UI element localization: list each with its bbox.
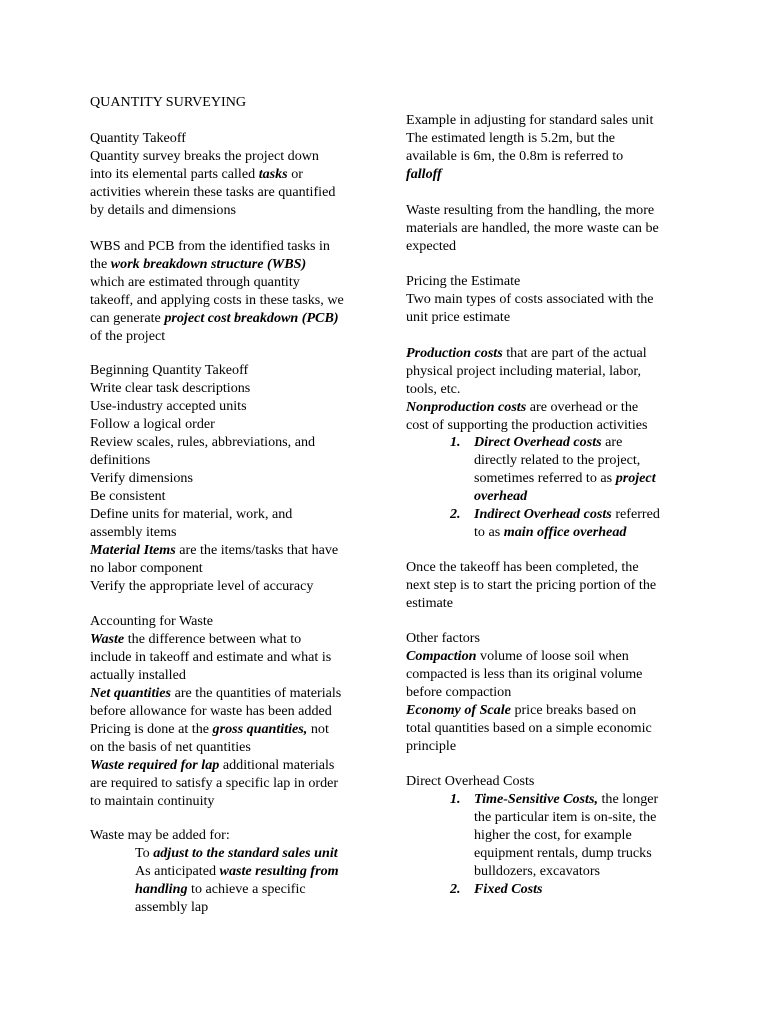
paragraph-line: Two main types of costs associated with the: [406, 291, 654, 307]
list-item: Be consistent: [90, 488, 166, 504]
paragraph-line: to maintain continuity: [90, 793, 215, 809]
section-heading-beginning-takeoff: Beginning Quantity Takeoff: [90, 362, 249, 378]
emphasis-term: Compaction: [406, 648, 477, 664]
paragraph-line: Waste resulting from the handling, the more: [406, 202, 655, 218]
paragraph-line: the work breakdown structure (WBS): [90, 256, 307, 272]
emphasis-term: Production costs: [406, 345, 503, 361]
indented-line: handling to achieve a specific: [135, 881, 306, 897]
emphasis-term: adjust to the standard sales unit: [153, 845, 338, 861]
emphasis-term: waste resulting from: [219, 863, 339, 879]
paragraph-line: no labor component: [90, 560, 203, 576]
paragraph-line: Production costs that are part of the actual: [406, 345, 647, 361]
list-item: Review scales, rules, abbreviations, and: [90, 434, 316, 450]
emphasis-term: Net quantities: [90, 685, 172, 701]
emphasis-term: project: [615, 470, 656, 486]
list-item: Indirect Overhead costs referred: [474, 506, 660, 522]
emphasis-term: Material Items: [90, 542, 176, 558]
paragraph-line: Pricing is done at the gross quantities, not: [90, 721, 329, 737]
paragraph-line: into its elemental parts called tasks or: [90, 166, 303, 182]
list-item-continued: directly related to the project,: [474, 452, 641, 468]
paragraph-line: Material Items are the items/tasks that have: [90, 542, 339, 558]
emphasis-term: Fixed Costs: [474, 881, 543, 897]
paragraph-line: before allowance for waste has been added: [90, 703, 332, 719]
emphasis-term: Nonproduction costs: [406, 399, 527, 415]
list-number: 2.: [450, 881, 461, 897]
paragraph-line: Quantity survey breaks the project down: [90, 148, 319, 164]
emphasis-term: Economy of Scale: [406, 702, 511, 718]
list-item: Write clear task descriptions: [90, 380, 251, 396]
emphasis-term: main office overhead: [503, 524, 627, 540]
paragraph-line: Waste the difference between what to: [90, 631, 302, 647]
list-item-continued: the particular item is on-site, the: [474, 809, 657, 825]
section-heading-pricing: Pricing the Estimate: [406, 273, 521, 289]
list-item-continued: bulldozers, excavators: [474, 863, 601, 879]
paragraph-line: materials are handled, the more waste can be: [406, 220, 659, 236]
list-item-continued: higher the cost, for example: [474, 827, 632, 843]
paragraph-line: Net quantities are the quantities of materials: [90, 685, 342, 701]
emphasis-term: project cost breakdown (PCB): [164, 310, 339, 326]
list-item: Time-Sensitive Costs, the longer: [474, 791, 659, 807]
list-item: definitions: [90, 452, 151, 468]
list-item: Follow a logical order: [90, 416, 215, 432]
paragraph-line: available is 6m, the 0.8m is referred to: [406, 148, 624, 164]
list-number: 1.: [450, 791, 461, 807]
paragraph-line: cost of supporting the production activities: [406, 417, 648, 433]
section-heading-quantity-takeoff: Quantity Takeoff: [90, 130, 186, 146]
list-item: Verify the appropriate level of accuracy: [90, 578, 314, 594]
list-number: 2.: [450, 506, 461, 522]
emphasis-term: Time-Sensitive Costs,: [474, 791, 598, 807]
list-item-continued: to as main office overhead: [474, 524, 627, 540]
paragraph-line: include in takeoff and estimate and what is: [90, 649, 332, 665]
section-heading-direct-overhead: Direct Overhead Costs: [406, 773, 535, 789]
list-item-continued: equipment rentals, dump trucks: [474, 845, 652, 861]
paragraph-line: of the project: [90, 328, 166, 344]
emphasis-term: work breakdown structure (WBS): [110, 256, 307, 272]
list-item: Define units for material, work, and: [90, 506, 293, 522]
list-number: 1.: [450, 434, 461, 450]
paragraph-line: are required to satisfy a specific lap in order: [90, 775, 339, 791]
paragraph-line: actually installed: [90, 667, 186, 683]
paragraph-line: estimate: [406, 595, 453, 611]
indented-line: assembly lap: [135, 899, 209, 915]
paragraph-line: can generate project cost breakdown (PCB): [90, 310, 339, 326]
list-item: [474, 881, 543, 899]
section-heading-waste-added: Waste may be added for:: [90, 827, 230, 843]
paragraph-line: next step is to start the pricing portion of the: [406, 577, 657, 593]
paragraph-line: Once the takeoff has been completed, the: [406, 559, 639, 575]
paragraph-line: which are estimated through quantity: [90, 274, 300, 290]
paragraph-line: Example in adjusting for standard sales unit: [406, 112, 654, 128]
document-title: QUANTITY SURVEYING: [90, 94, 247, 110]
paragraph-line: Nonproduction costs are overhead or the: [406, 399, 639, 415]
paragraph-line: compacted is less than its original volume: [406, 666, 643, 682]
paragraph-line: total quantities based on a simple economic: [406, 720, 652, 736]
paragraph-line: unit price estimate: [406, 309, 511, 325]
paragraph-line: principle: [406, 738, 457, 754]
paragraph-line: by details and dimensions: [90, 202, 237, 218]
emphasis-term: handling: [135, 881, 188, 897]
paragraph-line: Waste required for lap additional materials: [90, 757, 335, 773]
paragraph-line: takeoff, and applying costs in these tasks, we: [90, 292, 344, 308]
paragraph-line: The estimated length is 5.2m, but the: [406, 130, 616, 146]
emphasis-term: falloff: [406, 166, 442, 182]
indented-line: As anticipated waste resulting from: [135, 863, 339, 879]
paragraph-line: Compaction volume of loose soil when: [406, 648, 629, 664]
section-heading-other-factors: Other factors: [406, 630, 480, 646]
paragraph-line: activities wherein these tasks are quantified: [90, 184, 336, 200]
list-item-continued: sometimes referred to as project: [474, 470, 656, 486]
list-item: Use-industry accepted units: [90, 398, 247, 414]
paragraph-line: tools, etc.: [406, 381, 461, 397]
section-heading-waste: Accounting for Waste: [90, 613, 214, 629]
paragraph-line: before compaction: [406, 684, 512, 700]
paragraph-line: WBS and PCB from the identified tasks in: [90, 238, 330, 254]
emphasis-term: Waste: [90, 631, 125, 647]
paragraph-line: Economy of Scale price breaks based on: [406, 702, 637, 718]
emphasis-term: Waste required for lap: [90, 757, 220, 773]
emphasis-term: overhead: [474, 488, 528, 504]
paragraph-line: on the basis of net quantities: [90, 739, 251, 755]
paragraph-line: expected: [406, 238, 457, 254]
emphasis-term: gross quantities,: [212, 721, 308, 737]
indented-line: To adjust to the standard sales unit: [135, 845, 338, 861]
emphasis-term: tasks: [258, 166, 288, 182]
list-item: Verify dimensions: [90, 470, 193, 486]
list-item: assembly items: [90, 524, 177, 540]
list-item: Direct Overhead costs are: [474, 434, 623, 450]
emphasis-term: Indirect Overhead costs: [474, 506, 612, 522]
emphasis-term: Direct Overhead costs: [474, 434, 602, 450]
paragraph-line: physical project including material, labor,: [406, 363, 642, 379]
